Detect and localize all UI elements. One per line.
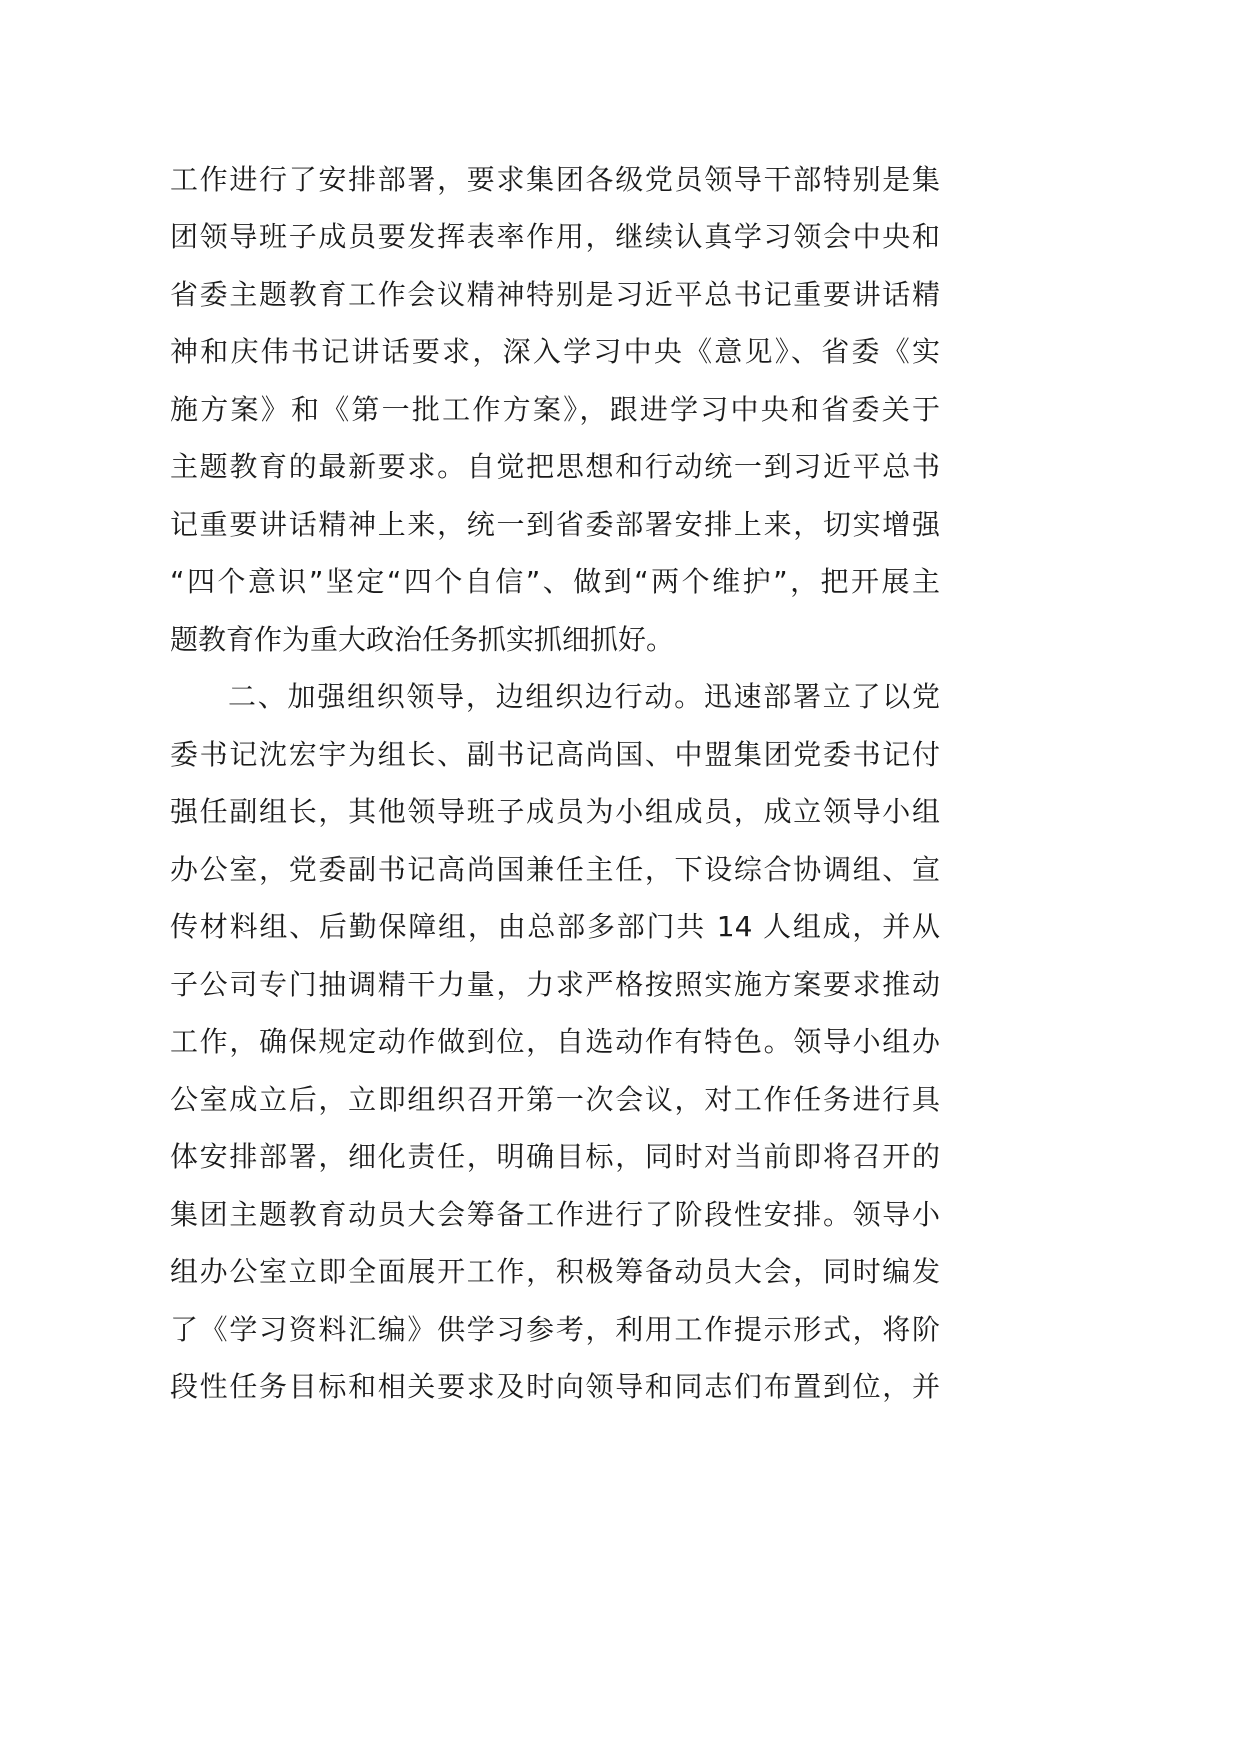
paragraph-line: “四个意识”坚定“四个自信”、做到“两个维护”，把开展主 (170, 565, 940, 598)
paragraph-line: 集团主题教育动员大会筹备工作进行了阶段性安排。领导小 (170, 1198, 940, 1231)
paragraph-line: 工作进行了安排部署，要求集团各级党员领导干部特别是集 (170, 163, 940, 196)
paragraph-line: 强任副组长，其他领导班子成员为小组成员，成立领导小组 (170, 795, 940, 828)
paragraph-line: 办公室，党委副书记高尚国兼任主任，下设综合协调组、宣 (170, 853, 940, 886)
paragraph-line: 记重要讲话精神上来，统一到省委部署安排上来，切实增强 (170, 508, 940, 541)
paragraph-line: 体安排部署，细化责任，明确目标，同时对当前即将召开的 (170, 1140, 940, 1173)
paragraph-line: 施方案》和《第一批工作方案》，跟进学习中央和省委关于 (170, 393, 940, 426)
paragraph-line: 传材料组、后勤保障组，由总部多部门共 14 人组成，并从 (170, 910, 940, 943)
paragraph-line: 题教育作为重大政治任务抓实抓细抓好。 (170, 623, 675, 656)
section-heading-line: 二、加强组织领导，边组织边行动。迅速部署立了以党 (228, 680, 940, 713)
paragraph-line: 委书记沈宏宇为组长、副书记高尚国、中盟集团党委书记付 (170, 738, 940, 771)
paragraph-line: 主题教育的最新要求。自觉把思想和行动统一到习近平总书 (170, 450, 940, 483)
paragraph-line: 了《学习资料汇编》供学习参考，利用工作提示形式，将阶 (170, 1313, 940, 1346)
paragraph-line: 工作，确保规定动作做到位，自选动作有特色。领导小组办 (170, 1025, 940, 1058)
paragraph-line: 省委主题教育工作会议精神特别是习近平总书记重要讲话精 (170, 278, 940, 311)
paragraph-line: 子公司专门抽调精干力量，力求严格按照实施方案要求推动 (170, 968, 940, 1001)
paragraph-line: 段性任务目标和相关要求及时向领导和同志们布置到位，并 (170, 1370, 940, 1403)
paragraph-line: 公室成立后，立即组织召开第一次会议，对工作任务进行具 (170, 1083, 940, 1116)
paragraph-line: 团领导班子成员要发挥表率作用，继续认真学习领会中央和 (170, 220, 940, 253)
paragraph-line: 神和庆伟书记讲话要求，深入学习中央《意见》、省委《实 (170, 335, 940, 368)
paragraph-line: 组办公室立即全面展开工作，积极筹备动员大会，同时编发 (170, 1255, 940, 1288)
